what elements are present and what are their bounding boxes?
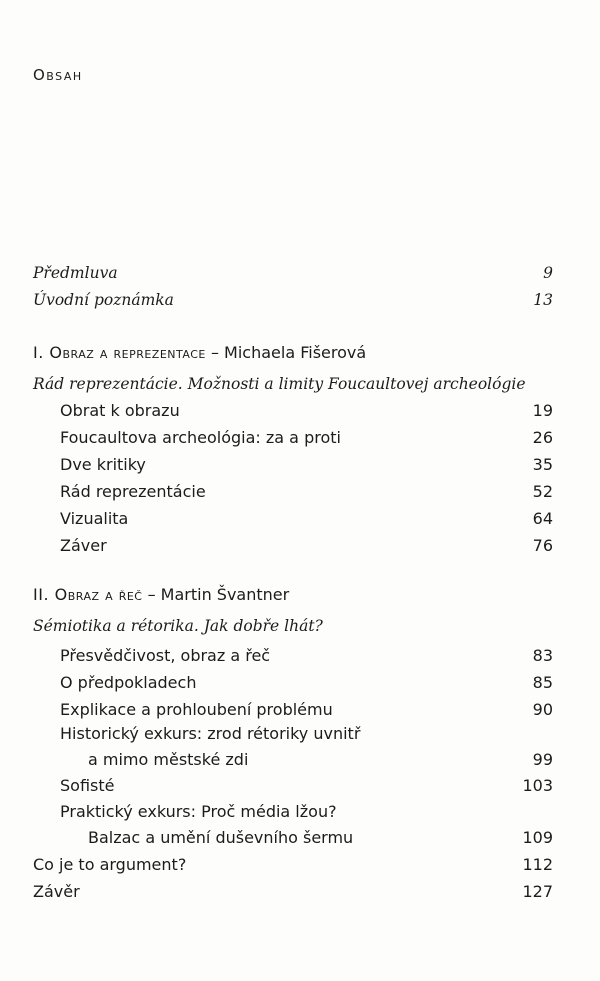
- entry-title: Sofisté: [60, 776, 115, 795]
- entry-title: Záver: [60, 536, 107, 555]
- toc-entry: [33, 853, 553, 877]
- toc-entry: [60, 534, 553, 558]
- toc-entry: [60, 722, 553, 746]
- entry-page: 52: [532, 482, 553, 501]
- entry-title: Balzac a umění duševního šermu: [88, 828, 354, 847]
- entry-title: Předmluva: [33, 264, 118, 282]
- toc-entry: [60, 800, 553, 824]
- part-2-heading: [33, 583, 553, 607]
- entry-title: Praktický exkurs: Proč média lžou?: [60, 802, 337, 821]
- toc-entry: [60, 698, 553, 722]
- part-separator: –: [205, 343, 225, 362]
- entry-title: Obrat k obrazu: [60, 401, 180, 420]
- entry-page: 64: [532, 509, 553, 528]
- toc-entry: [88, 748, 553, 772]
- part-label: II. Obraz a řeč: [33, 585, 143, 604]
- entry-title: Historický exkurs: zrod rétoriky uvnitř: [60, 724, 361, 743]
- toc-entry: [33, 880, 553, 904]
- entry-page: 103: [522, 776, 553, 795]
- toc-entry: [60, 774, 553, 798]
- entry-title: Úvodní poznámka: [33, 291, 174, 309]
- entry-title: Vizualita: [60, 509, 129, 528]
- part-author: Martin Švantner: [160, 585, 290, 604]
- entry-page: 90: [532, 700, 553, 719]
- part-author: Michaela Fišerová: [224, 343, 367, 362]
- part-1-heading: [33, 341, 553, 365]
- entry-title: Dve kritiky: [60, 455, 146, 474]
- entry-page: 83: [532, 646, 553, 665]
- entry-page: 26: [532, 428, 553, 447]
- entry-page: 13: [533, 291, 553, 309]
- entry-page: 76: [532, 536, 553, 555]
- part-label: I. Obraz a reprezentace: [33, 343, 206, 362]
- entry-page: 112: [522, 855, 553, 874]
- entry-page: 35: [532, 455, 553, 474]
- toc-entry: [60, 671, 553, 695]
- toc-entry: [60, 644, 553, 668]
- entry-title: Co je to argument?: [33, 855, 187, 874]
- toc-heading: Obsah: [33, 66, 83, 84]
- part-2-subtitle: [33, 614, 553, 638]
- toc-entry: [60, 453, 553, 477]
- toc-entry: [60, 426, 553, 450]
- toc-entry: [60, 507, 553, 531]
- entry-title: Závěr: [33, 882, 80, 901]
- entry-title: Explikace a prohloubení problému: [60, 700, 333, 719]
- toc-entry: [60, 399, 553, 423]
- entry-title: Foucaultova archeológia: za a proti: [60, 428, 341, 447]
- part-separator: –: [142, 585, 161, 604]
- entry-page: 109: [522, 828, 553, 847]
- chapter-title: Sémiotika a rétorika. Jak dobře lhát?: [33, 617, 323, 635]
- toc-entry-intro-note: [33, 288, 553, 312]
- entry-title: Přesvědčivost, obraz a řeč: [60, 646, 271, 665]
- entry-page: 9: [543, 264, 553, 282]
- part-1-subtitle: [33, 372, 553, 396]
- chapter-title: Rád reprezentácie. Možnosti a limity Foucaultovej archeológie: [33, 375, 526, 393]
- entry-title: Rád reprezentácie: [60, 482, 206, 501]
- toc-entry-preface: [33, 261, 553, 285]
- entry-page: 85: [532, 673, 553, 692]
- toc-entry: [60, 480, 553, 504]
- entry-title: a mimo městské zdi: [88, 750, 249, 769]
- entry-page: 19: [532, 401, 553, 420]
- entry-page: 127: [522, 882, 553, 901]
- toc-entry: [88, 826, 553, 850]
- entry-title: O předpokladech: [60, 673, 197, 692]
- entry-page: 99: [532, 750, 553, 769]
